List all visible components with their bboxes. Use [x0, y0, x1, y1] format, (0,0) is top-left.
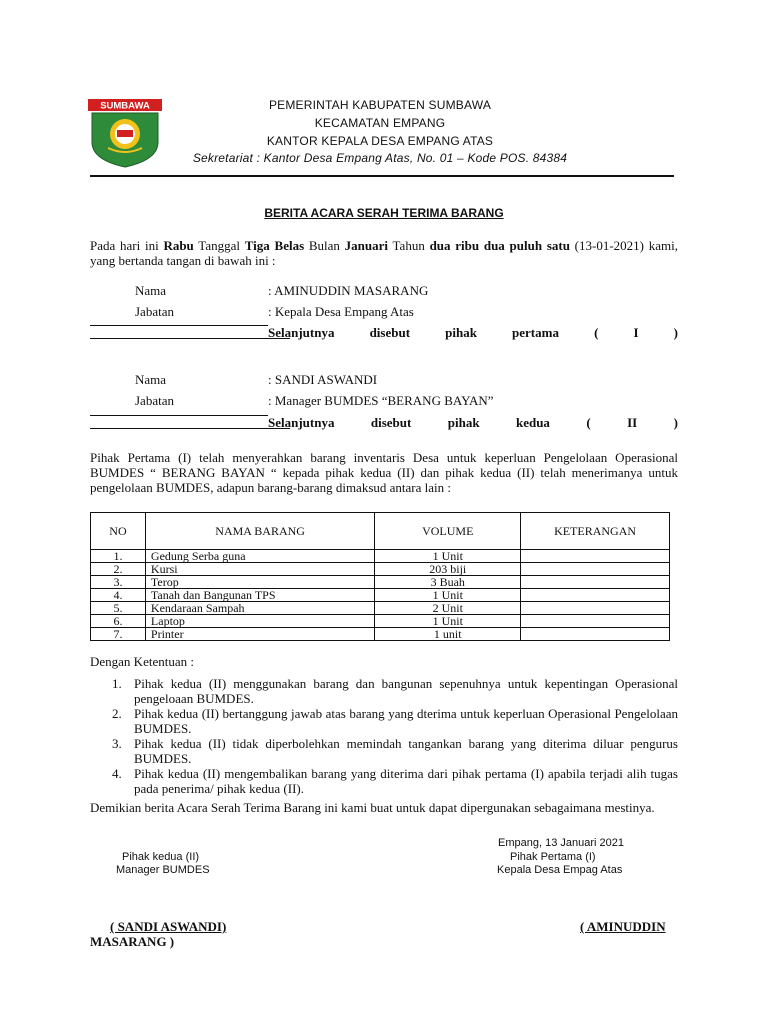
row-no: 3.	[91, 576, 146, 589]
party2-position-value: : Manager BUMDES “BERANG BAYAN”	[268, 393, 494, 408]
conditions-label: Dengan Ketentuan :	[90, 654, 194, 669]
row-item: Kendaraan Sampah	[145, 602, 374, 615]
row-notes	[521, 602, 670, 615]
list-item: 1. Pihak kedua (II) menggunakan barang dan bangunan sepenuhnya untuk kepentingan Operasional pengeloaan BUMDES.	[112, 676, 678, 706]
header-notes: KETERANGAN	[521, 513, 670, 550]
row-notes	[521, 589, 670, 602]
row-volume: 203 biji	[375, 563, 521, 576]
header-line-3: KANTOR KEPALA DESA EMPANG ATAS	[266, 134, 494, 148]
row-notes	[521, 563, 670, 576]
party1-position-label: Jabatan	[135, 304, 174, 319]
row-item: Terop	[145, 576, 374, 589]
header-line-1: PEMERINTAH KABUPATEN SUMBAWA	[268, 98, 492, 112]
row-no: 6.	[91, 615, 146, 628]
row-volume: 3 Buah	[375, 576, 521, 589]
party2-blank-line-2	[90, 428, 290, 429]
place-date: Empang, 13 Januari 2021	[498, 837, 624, 849]
right-signer-name: ( AMINUDDIN	[580, 919, 666, 934]
party1-designation: Selanjutnya disebut pihak pertama ( I )	[268, 325, 678, 340]
left-signer-name: ( SANDI ASWANDI)	[110, 919, 227, 934]
table-row	[91, 615, 670, 628]
row-no: 1.	[91, 550, 146, 563]
right-signer-name-cont: MASARANG )	[90, 934, 175, 949]
row-notes	[521, 628, 670, 641]
row-no: 2.	[91, 563, 146, 576]
table-row	[91, 550, 670, 563]
row-item: Gedung Serba guna	[145, 550, 374, 563]
party1-blank-line	[90, 325, 268, 326]
row-no: 7.	[91, 628, 146, 641]
party2-name-value: : SANDI ASWANDI	[268, 372, 378, 387]
row-item: Laptop	[145, 615, 374, 628]
row-volume: 1 unit	[375, 628, 521, 641]
intro-paragraph: Pada hari ini Rabu Tanggal Tiga Belas Bulan Januari Tahun dua ribu dua puluh satu (13-01-2021) kami, yang bertanda tangan di bawah ini :	[90, 238, 678, 268]
row-notes	[521, 576, 670, 589]
table-header-row	[91, 513, 670, 550]
sumbawa-logo	[86, 98, 164, 168]
table-row	[91, 628, 670, 641]
row-item: Kursi	[145, 563, 374, 576]
party2-blank-line	[90, 415, 268, 416]
right-signer-title: Kepala Desa Empag Atas	[497, 864, 623, 876]
party1-name-label: Nama	[135, 283, 167, 298]
logo-text: SUMBAWA	[100, 100, 150, 112]
party1-position-value: : Kepala Desa Empang Atas	[268, 304, 414, 319]
party2-designation: Selanjutnya disebut pihak kedua ( II )	[268, 415, 678, 430]
items-table	[90, 512, 670, 641]
closing-paragraph: Demikian berita Acara Serah Terima Barang ini kami buat untuk dapat dipergunakan sebagaimana mestinya.	[90, 800, 655, 815]
row-item: Tanah dan Bangunan TPS	[145, 589, 374, 602]
list-item: 2. Pihak kedua (II) bertanggung jawab atas barang yang dterima untuk keperluan Operasional Pengelolaan BUMDES.	[112, 706, 678, 736]
list-item: 3. Pihak kedua (II) tidak diperbolehkan memindah tangankan barang yang diterima diluar pengurus BUMDES.	[112, 736, 678, 766]
left-signer-role: Pihak kedua (II)	[122, 851, 200, 863]
party2-position-label: Jabatan	[135, 393, 174, 408]
row-volume: 2 Unit	[375, 602, 521, 615]
table-row	[91, 589, 670, 602]
header-line-2: KECAMATAN EMPANG	[314, 116, 446, 130]
party2-name-label: Nama	[135, 372, 167, 387]
table-row	[91, 576, 670, 589]
list-item: 4. Pihak kedua (II) mengembalikan barang yang diterima dari pihak pertama (I) apabila terjadi alih tugas pada penerima/ pihak kedua (II).	[112, 766, 678, 796]
row-notes	[521, 615, 670, 628]
row-no: 5.	[91, 602, 146, 615]
header-volume: VOLUME	[375, 513, 521, 550]
table-row	[91, 602, 670, 615]
header-divider	[90, 175, 674, 177]
table-row	[91, 563, 670, 576]
conditions-list	[112, 676, 678, 796]
header-no: NO	[91, 513, 146, 550]
row-volume: 1 Unit	[375, 589, 521, 602]
row-item: Printer	[145, 628, 374, 641]
row-notes	[521, 550, 670, 563]
left-signer-title: Manager BUMDES	[116, 864, 210, 876]
row-no: 4.	[91, 589, 146, 602]
right-signer-role: Pihak Pertama (I)	[510, 851, 596, 863]
header-item-name: NAMA BARANG	[145, 513, 374, 550]
row-volume: 1 Unit	[375, 550, 521, 563]
party1-name-value: : AMINUDDIN MASARANG	[268, 283, 429, 298]
handover-paragraph: Pihak Pertama (I) telah menyerahkan barang inventaris Desa untuk keperluan Pengelolaan Operasional BUMDES “ BERANG BAYAN “ kepada pihak kedua (II) dan pihak kedua (II) telah menerimanya untuk pengelolaan BUMDES, adapun barang-barang dimaksud antara lain :	[90, 450, 678, 495]
header-address: Sekretariat : Kantor Desa Empang Atas, No. 01 – Kode POS. 84384	[192, 151, 568, 165]
document-title: BERITA ACARA SERAH TERIMA BARANG	[264, 206, 504, 220]
party1-blank-line-2	[90, 338, 290, 339]
row-volume: 1 Unit	[375, 615, 521, 628]
